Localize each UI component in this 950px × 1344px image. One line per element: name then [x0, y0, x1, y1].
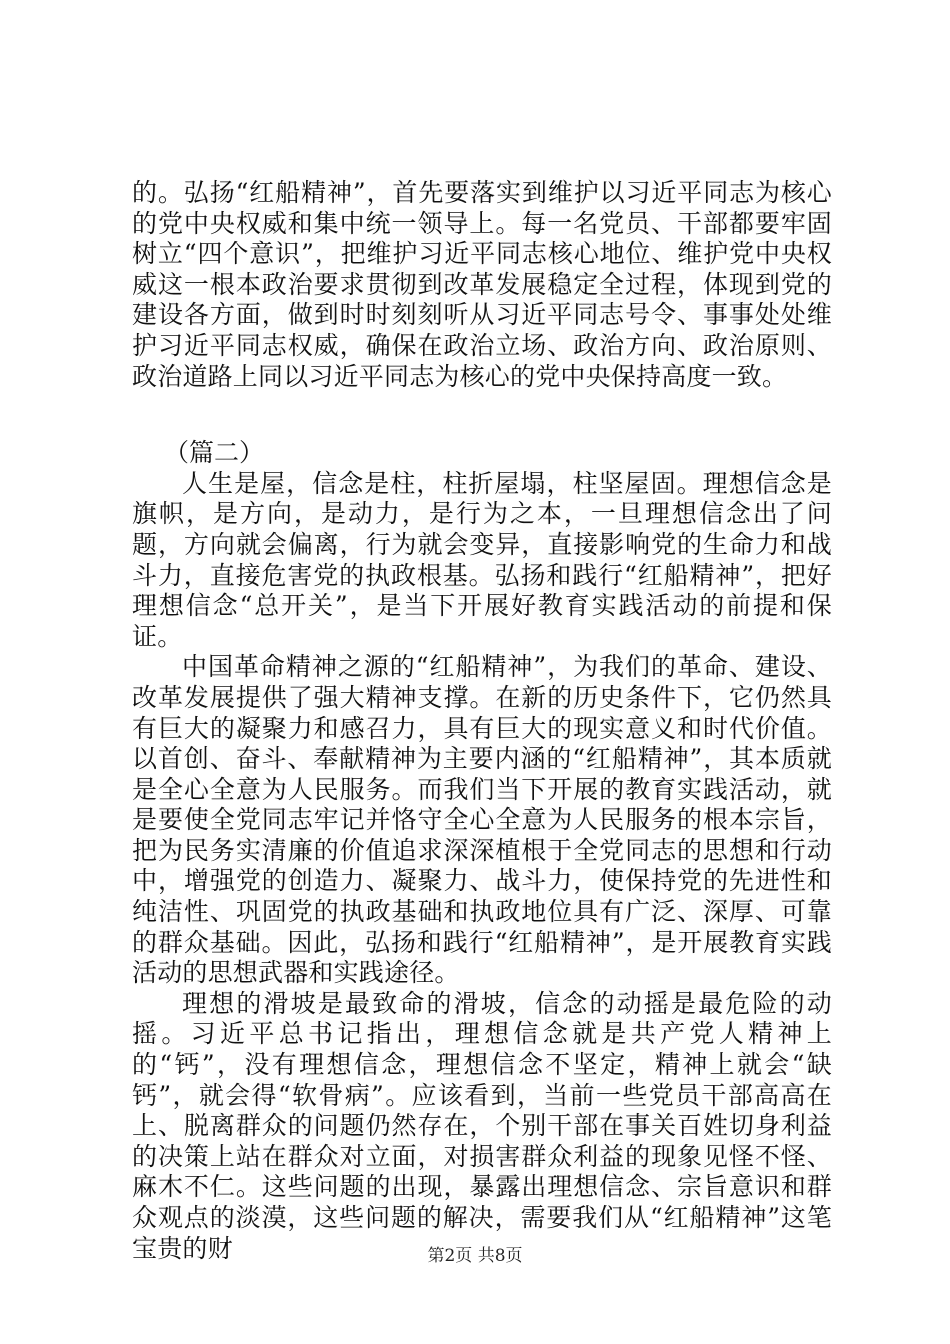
paragraph-continued: 的。弘扬“红船精神”，首先要落实到维护以习近平同志为核心的党中央权威和集中统一领导上。每一名党员、干部都要牢固树立“四个意识”，把维护习近平同志核心地位、维护党中央权威这一根本政治要求贯彻到改革发展稳定全过程，体现到党的建设各方面，做到时时刻刻听从习近平同志号令、事事处处维护习近平同志权威，确保在政治立场、政治方向、政治原则、政治道路上同以习近平同志为核心的党中央保持高度一致。: [132, 178, 832, 391]
document-body: [132, 178, 832, 1264]
paragraph-gap: [132, 392, 832, 438]
section-heading: （篇二）: [164, 438, 265, 468]
paragraph: 理想的滑坡是最致命的滑坡，信念的动摇是最危险的动摇。习近平总书记指出，理想信念就是共产党人精神上的“钙”，没有理想信念，理想信念不坚定，精神上就会“缺钙”，就会得“软骨病”。应该看到，当前一些党员干部高高在上、脱离群众的问题仍然存在，个别干部在事关百姓切身利益的决策上站在群众对立面，对损害群众利益的现象见怪不怪、麻木不仁。这些问题的出现，暴露出理想信念、宗旨意识和群众观点的淡漠，这些问题的解决，需要我们从“红船精神”这笔宝贵的财: [132, 988, 832, 1263]
page-footer: 第2页 共8页: [427, 1246, 523, 1266]
paragraph: 人生是屋，信念是柱，柱折屋塌，柱坚屋固。理想信念是旗帜，是方向，是动力，是行为之本，一旦理想信念出了问题，方向就会偏离，行为就会变异，直接影响党的生命力和战斗力，直接危害党的执政根基。弘扬和践行“红船精神”，把好理想信念“总开关”，是当下开展好教育实践活动的前提和保证。: [132, 468, 832, 651]
paragraph: 中国革命精神之源的“红船精神”，为我们的革命、建设、改革发展提供了强大精神支撑。在新的历史条件下，它仍然具有巨大的凝聚力和感召力，具有巨大的现实意义和时代价值。以首创、奋斗、奉献精神为主要内涵的“红船精神”，其本质就是全心全意为人民服务。而我们当下开展的教育实践活动，就是要使全党同志牢记并恪守全心全意为人民服务的根本宗旨，把为民务实清廉的价值追求深深植根于全党同志的思想和行动中，增强党的创造力、凝聚力、战斗力，使保持党的先进性和纯洁性、巩固党的执政基础和执政地位具有广泛、深厚、可靠的群众基础。因此，弘扬和践行“红船精神”，是开展教育实践活动的思想武器和实践途径。: [132, 652, 832, 988]
